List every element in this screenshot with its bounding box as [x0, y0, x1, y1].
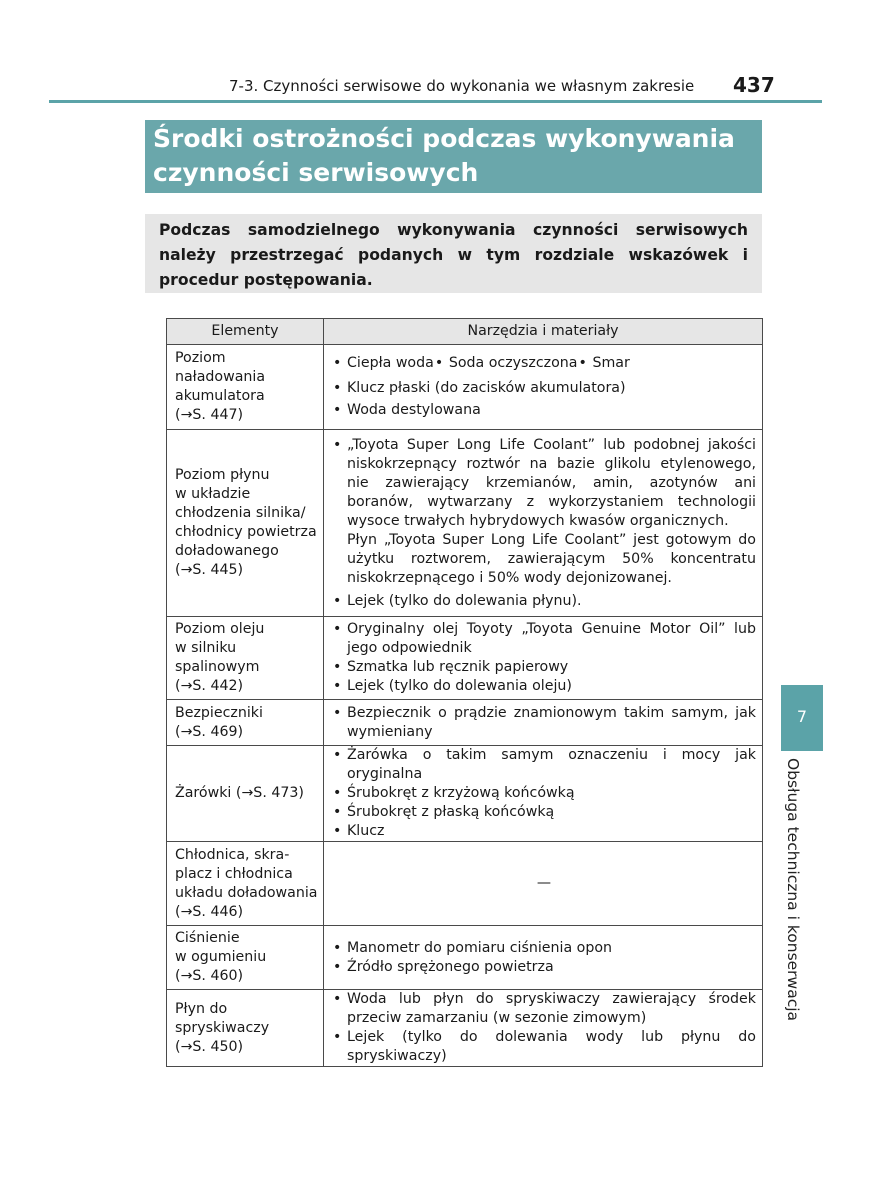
element-line: spryskiwaczy: [175, 1019, 270, 1036]
list-item: • Manometr do pomiaru ciśnienia opon: [332, 939, 756, 958]
list-item: • Klucz płaski (do zacisków akumulatora): [332, 379, 756, 398]
element-line: w układzie: [175, 486, 251, 502]
tools-list: [332, 620, 756, 696]
element-line: Płyn do: [175, 1000, 228, 1017]
list-item: • Oryginalny olej Toyoty „Toyota Genuine Motor Oil” lub jego odpowiednik: [332, 620, 756, 658]
list-item: • Bezpiecznik o prądzie znamionowym takim samym, jak wymieniany: [332, 704, 756, 742]
list-item: • Szmatka lub ręcznik papierowy: [332, 658, 756, 677]
table-row: [167, 430, 763, 617]
intro-box: [145, 214, 762, 293]
tools-cell: [324, 926, 763, 990]
element-cell: [167, 990, 324, 1067]
header-section-title: 7-3. Czynności serwisowe do wykonania we własnym zakresie: [229, 77, 695, 95]
tools-cell: [324, 430, 763, 617]
element-line: (→S. 445): [175, 562, 244, 578]
table-row: [167, 746, 763, 842]
element-line: doładowanego: [175, 543, 279, 559]
element-cell: [167, 746, 324, 842]
list-item: • Woda lub płyn do spryskiwaczy zawierający środek przeciw zamarzaniu (w sezonie zimowym): [332, 990, 756, 1028]
table-header-row: [167, 319, 763, 345]
element-cell: [167, 345, 324, 430]
element-line: Chłodnica, skra-: [175, 846, 290, 863]
tools-list: [332, 990, 756, 1066]
element-line: (→S. 469): [175, 723, 244, 740]
element-cell: [167, 926, 324, 990]
element-line: Bezpieczniki: [175, 704, 263, 721]
table-row: [167, 345, 763, 430]
list-item: • „Toyota Super Long Life Coolant” lub podobnej jakości niskokrzepnący roztwór na bazie glikolu etylenowego, nie zawierający krzemianów, amin, azotynów ani boranów, wytwarzany z wykorzystaniem technologii wysoce trwałych hybrydowych kwasów organicznych.: [332, 436, 756, 531]
element-cell: [167, 842, 324, 926]
list-item: • Klucz: [332, 822, 756, 841]
element-cell: [167, 617, 324, 700]
tools-inline-list: [332, 351, 756, 376]
header-tools: Narzędzia i materiały: [324, 319, 763, 345]
element-line: (→S. 447): [175, 407, 244, 423]
list-item: • Żarówka o takim samym oznaczeniu i mocy jak oryginalna: [332, 746, 756, 784]
list-item: • Lejek (tylko do dolewania płynu).: [332, 592, 756, 611]
element-line: Poziom oleju: [175, 621, 265, 637]
element-line: Poziom płynu: [175, 467, 270, 483]
tools-list: [332, 592, 756, 611]
tools-table: [166, 318, 763, 1067]
list-item: • Śrubokręt z krzyżową końcówką: [332, 784, 756, 803]
element-line: (→S. 450): [175, 1038, 244, 1055]
list-item: • Woda destylowana: [332, 401, 756, 420]
table-row: [167, 842, 763, 926]
element-line: (→S. 442): [175, 678, 244, 694]
page-title: [153, 122, 735, 190]
chapter-number: 7: [796, 707, 808, 726]
list-item: • Soda oczyszczona: [434, 354, 578, 373]
title-line-2: czynności serwisowych: [153, 158, 479, 187]
tools-list: [332, 436, 756, 531]
title-line-1: Środki ostrożności podczas wykonywania: [153, 124, 735, 153]
table-row: [167, 700, 763, 746]
element-cell: [167, 430, 324, 617]
tools-cell: [324, 990, 763, 1067]
coolant-note: Płyn „Toyota Super Long Life Coolant” jest gotowym do użytku roztworem, zawierającym 50% koncentratu niskokrzepnącego i 50% wody dejonizowanej.: [347, 531, 756, 586]
element-line: placz i chłodnica: [175, 865, 293, 882]
page-number: 437: [733, 73, 775, 97]
tools-cell-dash: —: [324, 842, 763, 926]
element-cell: [167, 700, 324, 746]
title-box: [145, 120, 762, 193]
list-item: • Lejek (tylko do dolewania wody lub płynu do spryskiwaczy): [332, 1028, 756, 1066]
header-elements: Elementy: [167, 319, 324, 345]
tools-cell: [324, 345, 763, 430]
element-line: naładowania: [175, 369, 266, 385]
list-item: • Ciepła woda: [332, 354, 434, 373]
element-line: chłodzenia silnika/: [175, 505, 306, 521]
intro-text: Podczas samodzielnego wykonywania czynności serwisowych należy przestrzegać podanych w tym rozdziale wskazówek i procedur postępowania.: [159, 221, 748, 289]
element-line: chłodnicy powietrza: [175, 524, 317, 540]
list-item: • Smar: [577, 354, 629, 373]
element-line: w ogumieniu: [175, 949, 267, 965]
tools-list: [332, 746, 756, 841]
tools-cell: [324, 746, 763, 842]
element-line: Żarówki (→S. 473): [175, 785, 304, 801]
list-item: • Źródło sprężonego powietrza: [332, 958, 756, 977]
chapter-tab: [781, 685, 823, 751]
table-row: [167, 926, 763, 990]
list-item: • Lejek (tylko do dolewania oleju): [332, 677, 756, 696]
list-item: • Śrubokręt z płaską końcówką: [332, 803, 756, 822]
element-line: akumulatora: [175, 388, 265, 404]
tools-list: [332, 704, 756, 742]
tools-cell: [324, 700, 763, 746]
chapter-label: Obsługa techniczna i konserwacja: [784, 758, 802, 1022]
tools-cell: [324, 617, 763, 700]
table-row: [167, 990, 763, 1067]
header-rule: [49, 100, 822, 103]
element-line: (→S. 446): [175, 903, 244, 920]
tools-list: [332, 939, 756, 977]
element-line: Poziom: [175, 350, 226, 366]
element-line: (→S. 460): [175, 968, 244, 984]
tools-list: [332, 379, 756, 420]
element-line: w silniku spalinowym: [175, 640, 260, 675]
element-line: układu doładowania: [175, 884, 318, 901]
element-line: Ciśnienie: [175, 930, 240, 946]
table-row: [167, 617, 763, 700]
